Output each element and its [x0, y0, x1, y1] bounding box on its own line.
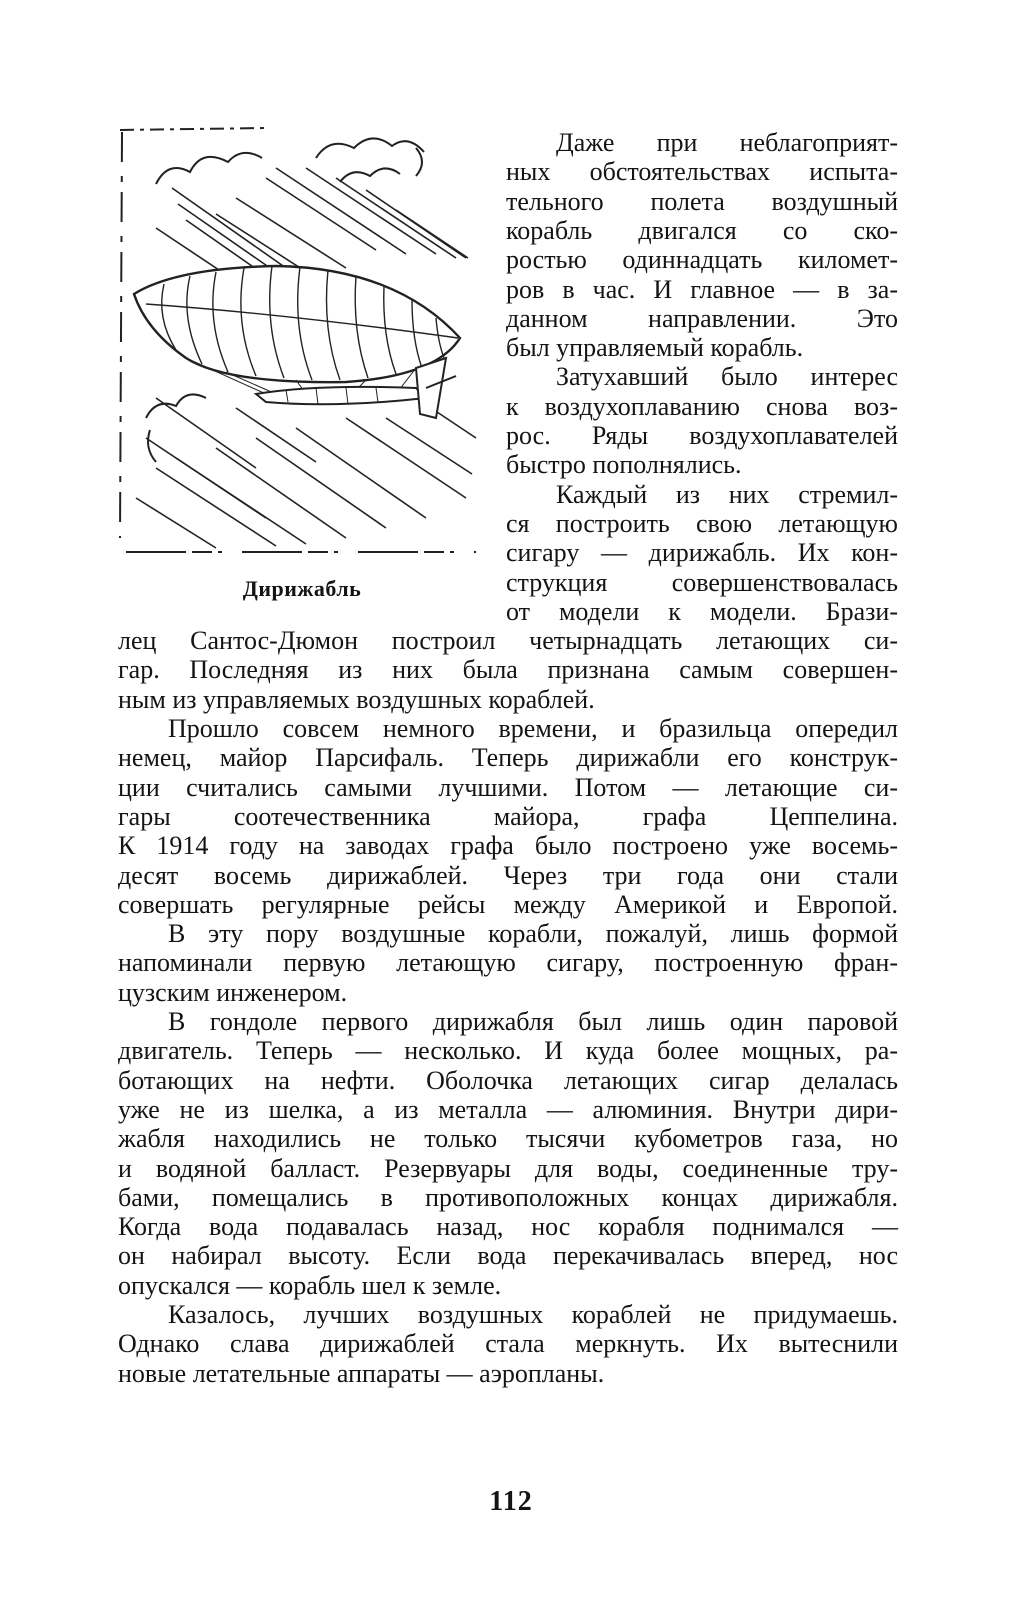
text-line: цузским инженером.: [118, 977, 348, 1007]
text-line: совершать регулярные рейсы между Америкой и Европой.: [118, 889, 898, 919]
text-line: лец Сантос-Дюмон построил четырнадцать летающих си-: [118, 626, 898, 656]
text-line: Прошло совсем немного времени, и бразильца опередил: [168, 714, 898, 743]
text-line: он набирал высоту. Если вода перекачивалась вперед, нос: [118, 1241, 898, 1271]
text-line: Каждый из них стремил-: [556, 479, 898, 509]
text-line: данном направлении. Это: [506, 303, 898, 333]
text-line: быстро пополнялись.: [506, 450, 742, 480]
text-line: сигару — дирижабль. Их кон-: [506, 538, 898, 568]
text-line: тельного полета воздушный: [506, 186, 898, 216]
text-line: десят восемь дирижаблей. Через три года они стали: [118, 860, 898, 890]
text-line: ров в час. И главное — в за-: [506, 274, 898, 304]
text-line: был управляемый корабль.: [506, 333, 804, 363]
text-line: к воздухоплаванию снова воз-: [506, 391, 898, 421]
text-line: и водяной балласт. Резервуары для воды, соединенные тру-: [118, 1153, 898, 1183]
text-line: К 1914 году на заводах графа было построено уже восемь-: [118, 831, 898, 861]
text-line: В гондоле первого дирижабля был лишь один паровой: [168, 1007, 898, 1036]
text-line: новые летательные аппараты — аэропланы.: [118, 1358, 605, 1388]
text-line: уже не из шелка, а из металла — алюминия. Внутри дири-: [118, 1094, 898, 1124]
text-line: рос. Ряды воздухоплавателей: [506, 421, 898, 450]
text-line: двигатель. Теперь — несколько. И куда более мощных, ра-: [118, 1036, 898, 1066]
page-number: 112: [489, 1486, 533, 1517]
text-line: В эту пору воздушные корабли, пожалуй, лишь формой: [168, 919, 898, 949]
text-line: гар. Последняя из них была признана самым совершен-: [118, 655, 898, 685]
text-line: Казалось, лучших воздушных кораблей не придумаешь.: [168, 1300, 898, 1329]
text-line: Однако слава дирижаблей стала меркнуть. Их вытеснили: [118, 1329, 898, 1359]
text-line: ботающих на нефти. Оболочка летающих сигар делалась: [118, 1065, 898, 1095]
text-line: бами, помещались в противоположных концах дирижабля.: [118, 1182, 898, 1212]
text-line: Затухавший было интерес: [556, 362, 898, 392]
text-line: ростью одиннадцать километ-: [506, 245, 898, 275]
text-line: Даже при неблагоприят-: [556, 128, 898, 157]
text-line: от модели к модели. Брази-: [506, 596, 898, 626]
text-line: напоминали первую летающую сигару, построенную фран-: [118, 948, 898, 978]
text-line: гары соотечественника майора, графа Цеппелина.: [118, 801, 898, 831]
text-line: Когда вода подавалась назад, нос корабля поднимался —: [118, 1212, 898, 1242]
text-line: жабля находились не только тысячи кубометров газа, но: [118, 1124, 898, 1154]
text-line: немец, майор Парсифаль. Теперь дирижабли его конструк-: [118, 743, 898, 773]
text-line: струкция совершенствовалась: [506, 567, 898, 597]
figure-caption: Дирижабль: [242, 576, 362, 601]
text-line: ных обстоятельствах испыта-: [506, 157, 898, 187]
airship-illustration: [116, 118, 488, 568]
text-line: ся построить свою летающую: [506, 508, 898, 538]
text-line: ции считались самыми лучшими. Потом — летающие си-: [118, 772, 898, 802]
text-line: опускался — корабль шел к земле.: [118, 1270, 502, 1300]
text-line: корабль двигался со ско-: [506, 215, 898, 245]
text-line: ным из управляемых воздушных кораблей.: [118, 684, 595, 714]
